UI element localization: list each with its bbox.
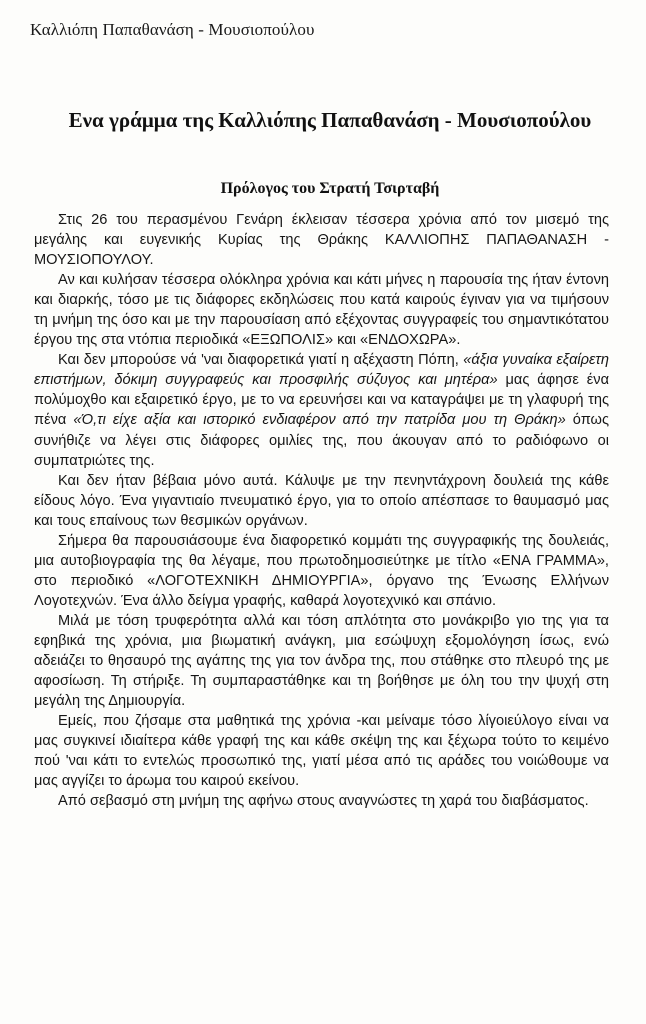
article-title: Ενα γράμμα της Καλλιόπης Παπαθανάση - Μουσιοπούλου [68, 108, 592, 132]
paragraph-1: Στις 26 του περασμένου Γενάρη έκλεισαν τέσσερα χρόνια από τον μισεμό της μεγάλης και ευγενικής Κυρίας της Θράκης ΚΑΛΛΙΟΠΗΣ ΠΑΠΑΘΑΝΑΣΗ - ΜΟΥΣΙΟΠΟΥΛΟΥ. [34, 212, 609, 269]
paragraph-3-part-2: μας άφησε ένα πολύμοχθο και εξαιρετικό έργο, με το να ερευνήσει και να καταγράψει με τη γλαφυρή της πένα [34, 372, 610, 429]
paragraph-4: Και δεν ήταν βέβαια μόνο αυτά. Κάλυψε με την πενηντάχρονη δουλειά της κάθε είδους λόγο. Ένα γιγαντιαίο πνευματικό έργο, για το οποίο απέσπασε το θαυμασμό μας και τους επαίνους των θεσμικών οργάνων. [34, 472, 609, 529]
quote-thrace: «Ό,τι είχε αξία και ιστορικό ενδιαφέρον από την πατρίδα μου τη Θράκη» [73, 412, 566, 429]
paragraph-2: Αν και κυλήσαν τέσσερα ολόκληρα χρόνια και κάτι μήνες η παρουσία της ήταν έντονη και διαρκής, τόσο με τις διάφορες εκδηλώσεις που κατά καιρούς έγιναν για να τιμήσουν τη μνήμη της όσο και με την παρουσίαση από εξέχοντας συγγραφείς του σημαντικότατου έργου της στα ντόπια περιοδικά «ΕΞΩΠΟΛΙΣ» και «ΕΝΔΟΧΩΡΑ». [34, 272, 609, 349]
quote-praise: «άξια γυναίκα εξαίρετη επιστήμων, δόκιμη συγγραφεύς και προσφιλής σύζυγος και μητέρα» [34, 352, 609, 389]
paragraph-6: Μιλά με τόση τρυφερότητα αλλά και τόση απλότητα στο μονάκριβο γιο της για τα εφηβικά της χρόνια, μια βιωματική ανάγκη, μια εσώψυχη εξομολόγηση ίσως, ενώ αδειάζει το θησαυρό της αγάπης της για τον άνδρα της, που στάθηκε στο πλευρό της με αφοσίωση. Τη στήριξε. Τη συμπαραστάθηκε και τη βοήθησε με όλη του την ψυχή στη μεγάλη της Δημιουργία. [34, 612, 609, 710]
paragraph-5: Σήμερα θα παρουσιάσουμε ένα διαφορετικό κομμάτι της συγγραφικής της δουλειάς, μια αυτοβιογραφία της θα λέγαμε, που πρωτοδημοσιεύτηκε με τίτλο «ΕΝΑ ΓΡΑΜΜΑ», στο περιοδικό «ΛΟΓΟΤΕΧΝΙΚΗ ΔΗΜΙΟΥΡΓΙΑ», όργανο της Ένωσης Ελλήνων Λογοτεχνών. Ένα άλλο δείγμα γραφής, καθαρά λογοτεχνικό και σπάνιο. [34, 532, 609, 609]
prologue-heading: Πρόλογος του Στρατή Τσιρταβή [220, 180, 440, 197]
paragraph-8: Από σεβασμό στη μνήμη της αφήνω στους αναγνώστες τη χαρά του διαβάσματος. [58, 793, 589, 810]
article-body [34, 210, 609, 811]
paragraph-3 [34, 350, 609, 470]
paragraph-7: Εμείς, που ζήσαμε στα μαθητικά της χρόνια -και μείναμε τόσο λίγοιεύλογο είναι να μας συγκινεί ιδιαίτερα κάθε γραφή της και κάθε σκέψη της και ξέχωρα τούτο το κειμένο πού 'ναι κάτι το εντελώς προσωπικό της, γιατί μέσα από τις αράδες του νοιώθουμε να μας αγγίζει το άρωμα του καιρού εκείνου. [34, 713, 609, 790]
paragraph-3-part-3: όπως συνήθιζε να λέγει στις διάφορες ομιλίες της, που άκουγαν από το ραδιόφωνο οι συμπατριώτες της. [34, 412, 609, 469]
paragraph-3-part-1: Και δεν μπορούσε νά 'ναι διαφορετικά γιατί η αξέχαστη Πόπη, [58, 352, 464, 369]
running-header: Καλλιόπη Παπαθανάση - Μουσιοπούλου [30, 20, 315, 39]
